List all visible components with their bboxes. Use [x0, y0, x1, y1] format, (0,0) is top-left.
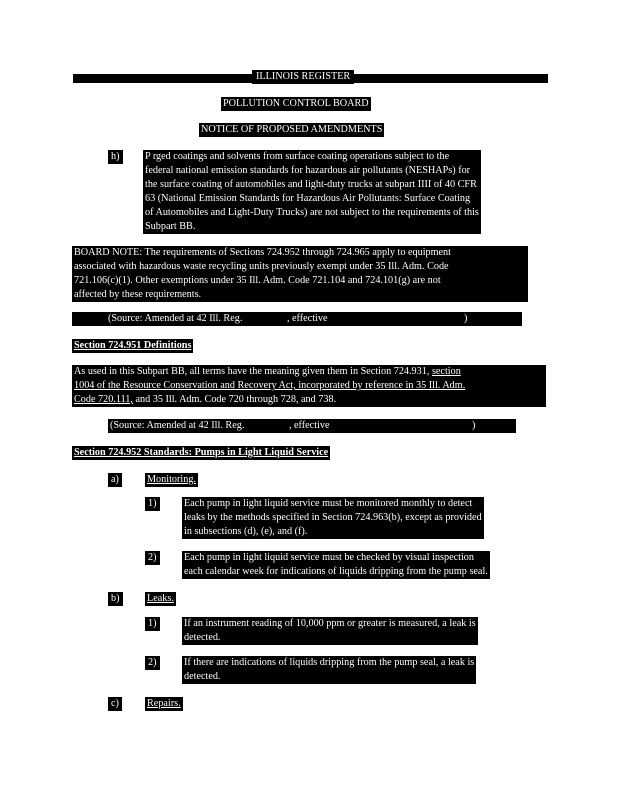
item-b-title: Leaks. — [147, 593, 174, 604]
item-h-label: h) — [108, 150, 123, 164]
item-a1-text — [182, 497, 484, 539]
item-c-title: Repairs. — [147, 698, 181, 709]
section-951-text — [72, 365, 546, 407]
item-a1-line: leaks by the methods specified in Section 724.963(b), except as provided — [184, 512, 482, 523]
source-prefix: (Source: Amended at 42 Ill. Reg. — [108, 313, 245, 324]
board-note — [72, 246, 528, 302]
item-b1-text — [182, 617, 478, 645]
item-a1-line: Each pump in light liquid service must be monitored monthly to detect — [184, 498, 473, 509]
section-951-line1-u: section — [431, 366, 461, 377]
item-a2-line: Each pump in light liquid service must be checked by visual inspection — [184, 552, 474, 563]
item-b-label: b) — [108, 592, 123, 606]
item-a1-label: 1) — [145, 497, 160, 511]
item-h-line: 63 (National Emission Standards for Hazardous Air Pollutants: Surface Coating — [145, 193, 471, 204]
notice-title: NOTICE OF PROPOSED AMENDMENTS — [201, 124, 383, 135]
board-note-line: BOARD NOTE: The requirements of Sections 724.952 through 724.965 apply to equipment — [74, 247, 451, 258]
section-951-line2: 1004 of the Resource Conservation and Recovery Act, incorporated by reference in 35 Ill. Adm. — [74, 380, 466, 391]
item-h-line: of Automobiles and Light-Duty Trucks) are not subject to the requirements of this — [145, 207, 479, 218]
source-prefix: (Source: Amended at 42 Ill. Reg. — [110, 420, 247, 431]
board-title: POLLUTION CONTROL BOARD — [223, 98, 369, 109]
item-a-label: a) — [108, 473, 122, 487]
item-a2-line: each calendar week for indications of liquids dripping from the pump seal. — [184, 566, 488, 577]
source-mid: , effective — [286, 313, 331, 324]
item-b2-line: If there are indications of liquids dripping from the pump seal, a leak is — [184, 657, 475, 668]
source-note-1 — [72, 312, 522, 326]
item-b2-line: detected. — [184, 671, 221, 682]
item-a2-label: 2) — [145, 551, 160, 565]
item-h-line: federal national emission standards for hazardous air pollutants (NESHAPs) for — [145, 165, 471, 176]
item-a2-text — [182, 551, 490, 579]
item-a-title: Monitoring. — [147, 474, 196, 485]
source-suffix: ) — [464, 313, 468, 324]
board-note-line: 721.106(c)(1). Other exemptions under 35 Ill. Adm. Code 721.104 and 724.101(g) are not — [74, 275, 441, 286]
item-a1-line: in subsections (d), (e), and (f). — [184, 526, 308, 537]
item-b1-line: detected. — [184, 632, 221, 643]
section-952-heading: Section 724.952 Standards: Pumps in Light Liquid Service — [74, 447, 329, 458]
item-b1-line: If an instrument reading of 10,000 ppm or greater is measured, a leak is — [184, 618, 476, 629]
source-suffix: ) — [472, 420, 476, 431]
item-h-line: the surface coating of automobiles and light-duty trucks at subpart IIII of 40 CFR — [145, 179, 477, 190]
source-mid: , effective — [288, 420, 333, 431]
board-note-line: associated with hazardous waste recycling units previously exempt under 35 Ill. Adm. Code — [74, 261, 449, 272]
source-note-2 — [108, 419, 516, 433]
register-title: ILLINOIS REGISTER — [252, 70, 354, 84]
section-951-line3-u: Code 720.111, — [74, 394, 133, 405]
section-951-line3: and 35 Ill. Adm. Code 720 through 728, and 738. — [132, 394, 337, 405]
item-b2-text — [182, 656, 476, 684]
board-note-line: affected by these requirements. — [74, 289, 202, 300]
item-h-line: Subpart BB. — [145, 221, 196, 232]
section-951-heading: Section 724.951 Definitions — [74, 340, 192, 351]
item-h-text — [143, 150, 481, 234]
section-951-line1: As used in this Subpart BB, all terms have the meaning given them in Section 724.931, — [74, 366, 432, 377]
item-b1-label: 1) — [145, 617, 160, 631]
item-c-label: c) — [108, 697, 122, 711]
item-b2-label: 2) — [145, 656, 160, 670]
item-h-line: P rged coatings and solvents from surface coating operations subject to the — [145, 151, 450, 162]
